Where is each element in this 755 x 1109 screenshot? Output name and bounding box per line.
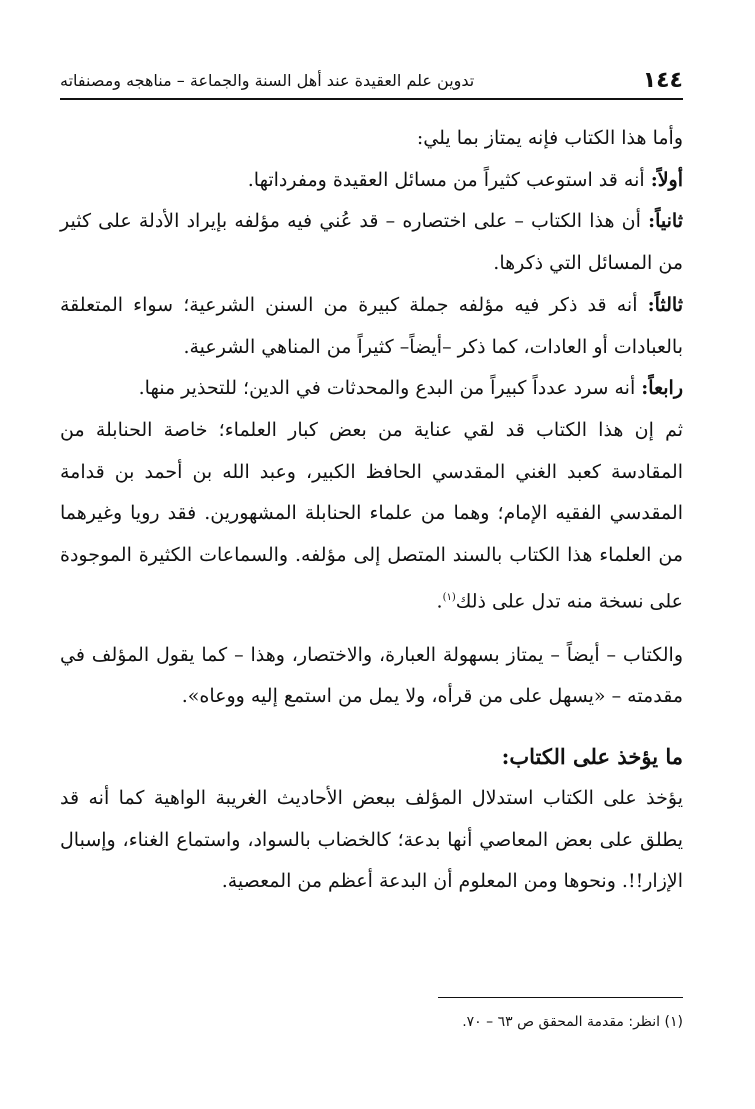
section-heading: ما يؤخذ على الكتاب: [501,744,683,770]
style-paragraph: والكتاب – أيضاً – يمتاز بسهولة العبارة، والاختصار، وهذا – كما يقول المؤلف في مقدمته – «يسهل على من قرأه، ولا يمل من استمع إليه ووعاه». [60,643,683,708]
point-2 [60,201,683,284]
point-label: ثالثاً: [647,293,683,316]
attention-text: ثم إن هذا الكتاب قد لقي عناية من بعض كبار العلماء؛ خاصة الحنابلة من المقادسة كعبد الغني المقدسي الحافظ الكبير، وعبد الله بن أحمد بن قدامة المقدسي الفقيه الإمام؛ وهما من علماء الحنابلة المشهورين. فقد رويا وغيرهما من العلماء هذا الكتاب بالسند المتصل إلى مؤلفه. والسماعات الكثيرة الموجودة على نسخة منه تدل على ذلك [60,418,683,613]
attention-end: . [436,590,443,613]
paragraph-gap [60,623,683,635]
footnote [462,1014,683,1030]
point-4 [60,368,683,410]
point-3 [60,285,683,368]
page-body [60,118,683,903]
point-text: أنه قد استوعب كثيراً من مسائل العقيدة ومفرداتها. [247,168,651,191]
intro-paragraph: وأما هذا الكتاب فإنه يمتاز بما يلي: [416,127,683,149]
attention-paragraph [60,410,683,623]
header-rule [60,98,683,100]
point-text: أن هذا الكتاب – على اختصاره – قد عُني فيه مؤلفه بإيراد الأدلة على كثير من المسائل التي ذكرها. [60,210,683,275]
point-text: أنه سرد عدداً كبيراً من البدع والمحدثات في الدين؛ للتحذير منها. [138,377,642,400]
page-number: ١٤٤ [642,68,683,93]
point-label: ثانياً: [648,210,683,233]
page-header [60,62,683,96]
point-1 [60,160,683,202]
critique-paragraph: يؤخذ على الكتاب استدلال المؤلف ببعض الأحاديث الغريبة الواهية كما أنه قد يطلق على بعض المعاصي أنها بدعة؛ كالخضاب بالسواد، واستماع الغناء، وإسبال الإزار!!. ونحوها ومن المعلوم أن البدعة أعظم من المعصية. [60,786,683,893]
footnote-number: (١) [664,1014,683,1030]
point-text: أنه قد ذكر فيه مؤلفه جملة كبيرة من السنن الشرعية؛ سواء المتعلقة بالعبادات أو العادات، كما ذكر –أيضاً– كثيراً من المناهي الشرعية. [60,293,683,358]
footnote-marker: (١) [442,591,456,603]
running-title: تدوين علم العقيدة عند أهل السنة والجماعة – مناهجه ومصنفاته [60,71,475,90]
point-label: رابعاً: [641,377,683,400]
point-label: أولاً: [650,168,683,191]
footnote-text: انظر: مقدمة المحقق ص ٦٣ – ٧٠. [462,1014,661,1030]
footnote-rule [438,997,683,998]
